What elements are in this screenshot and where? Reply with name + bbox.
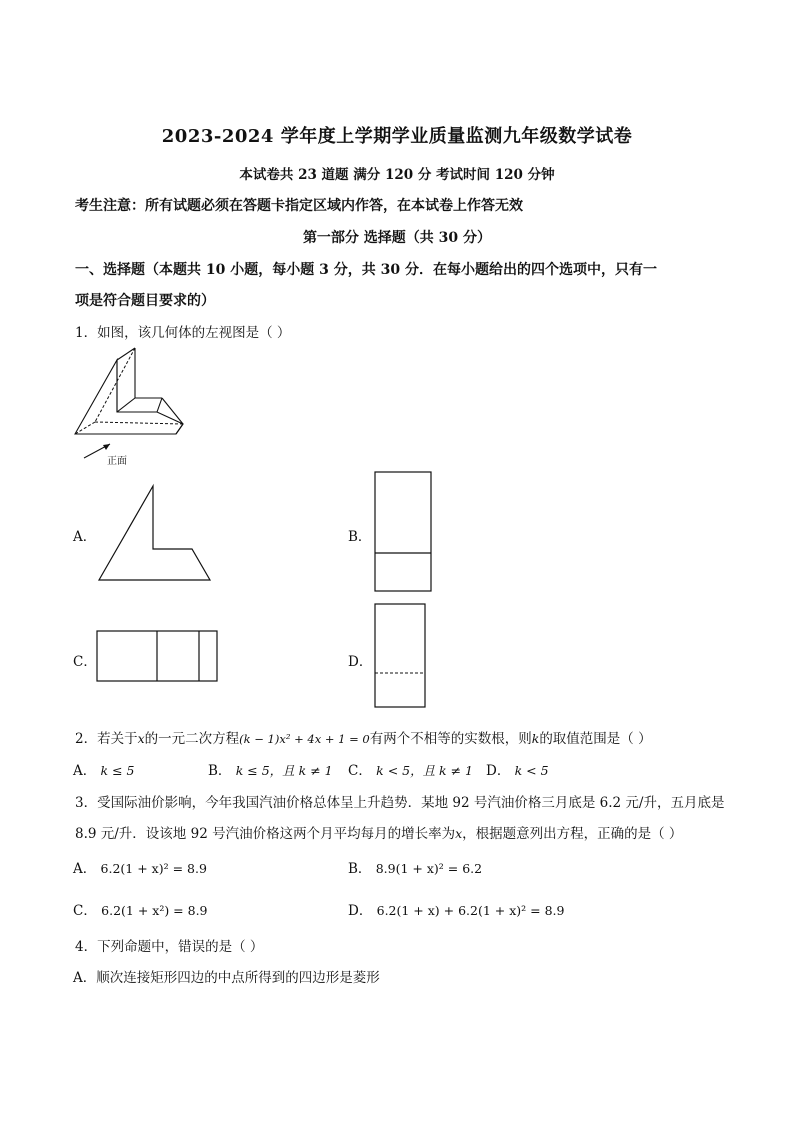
q2-option-d-label: D． — [486, 763, 511, 779]
q2-option-a[interactable] — [73, 759, 135, 779]
part-heading: 第一部分 选择题（共 30 分） — [302, 230, 492, 246]
q3-option-b[interactable] — [348, 857, 482, 877]
q1-option-d-label[interactable]: D． — [348, 654, 373, 670]
q2-var-x: x — [137, 731, 145, 746]
q2-stem-b: 的一元二次方程 — [144, 731, 240, 747]
front-view-caption: 正面 — [107, 456, 127, 467]
section-heading-line1: 一、选择题（本题共 10 小题，每小题 3 分，共 30 分．在每小题给出的四个选项中，只有一 — [75, 262, 657, 278]
q2-option-a-label: A． — [73, 763, 97, 779]
q1-stem: 1．如图，该几何体的左视图是（ ） — [75, 325, 291, 341]
q3-stem-line2a: 8.9 元/升．设该地 92 号汽油价格这两个月平均每月的增长率为 — [75, 826, 456, 842]
q2-option-c-value: k < 5，且 k ≠ 1 — [376, 763, 474, 778]
q2-option-b[interactable] — [208, 759, 333, 779]
q3-stem-line2b: ，根据题意列出方程，正确的是（ ） — [462, 826, 683, 842]
q2-option-b-value: k ≤ 5，且 k ≠ 1 — [235, 763, 333, 778]
q3-option-b-label: B． — [348, 861, 372, 877]
q4-stem: 4．下列命题中，错误的是（ ） — [75, 939, 264, 955]
q2-option-d-value: k < 5 — [514, 763, 549, 778]
section-heading-line2: 项是符合题目要求的） — [75, 293, 215, 309]
q3-option-b-value: 8.9(1 + x)² = 6.2 — [375, 861, 483, 876]
q3-stem-line2 — [75, 822, 682, 842]
q3-option-c-label: C． — [73, 903, 97, 919]
q1-option-d-figure — [0, 0, 1, 1]
exam-info: 本试卷共 23 道题 满分 120 分 考试时间 120 分钟 — [239, 167, 555, 183]
q3-option-a[interactable] — [73, 857, 207, 877]
q2-option-b-label: B． — [208, 763, 232, 779]
q2-option-c[interactable] — [348, 759, 473, 779]
q2-stem-c: 有两个不相等的实数根，则 — [369, 731, 532, 747]
q2-stem-d: 的取值范围是（ ） — [539, 731, 652, 747]
q3-option-a-value: 6.2(1 + x)² = 8.9 — [100, 861, 207, 876]
q3-option-d-value: 6.2(1 + x) + 6.2(1 + x)² = 8.9 — [376, 903, 565, 918]
q3-stem-line1: 3．受国际油价影响，今年我国汽油价格总体呈上升趋势．某地 92 号汽油价格三月底是 6.2 元/升，五月底是 — [75, 795, 725, 811]
q3-option-c-value: 6.2(1 + x²) = 8.9 — [101, 903, 208, 918]
q2-option-a-value: k ≤ 5 — [100, 763, 135, 778]
q3-option-a-label: A． — [73, 861, 97, 877]
q2-stem — [75, 727, 652, 747]
exam-notice: 考生注意：所有试题必须在答题卡指定区域内作答，在本试卷上作答无效 — [75, 198, 523, 214]
q2-var-k: k — [531, 731, 540, 746]
q2-option-d[interactable] — [486, 759, 549, 779]
q3-option-d[interactable] — [348, 899, 564, 919]
q1-option-b-label[interactable]: B． — [348, 529, 372, 545]
q1-option-c-label[interactable]: C． — [73, 654, 97, 670]
q3-var-x: x — [455, 826, 463, 841]
page-title: 2023-2024 学年度上学期学业质量监测九年级数学试卷 — [161, 126, 633, 147]
q2-equation: (k − 1)x² + 4x + 1 = 0 — [239, 732, 370, 746]
q1-option-a-label[interactable]: A． — [73, 529, 97, 545]
q2-stem-a: 2．若关于 — [75, 731, 138, 747]
q3-option-c[interactable] — [73, 899, 208, 919]
q2-option-c-label: C． — [348, 763, 372, 779]
q4-option-a[interactable]: A．顺次连接矩形四边的中点所得到的四边形是菱形 — [73, 970, 380, 986]
q3-option-d-label: D． — [348, 903, 373, 919]
